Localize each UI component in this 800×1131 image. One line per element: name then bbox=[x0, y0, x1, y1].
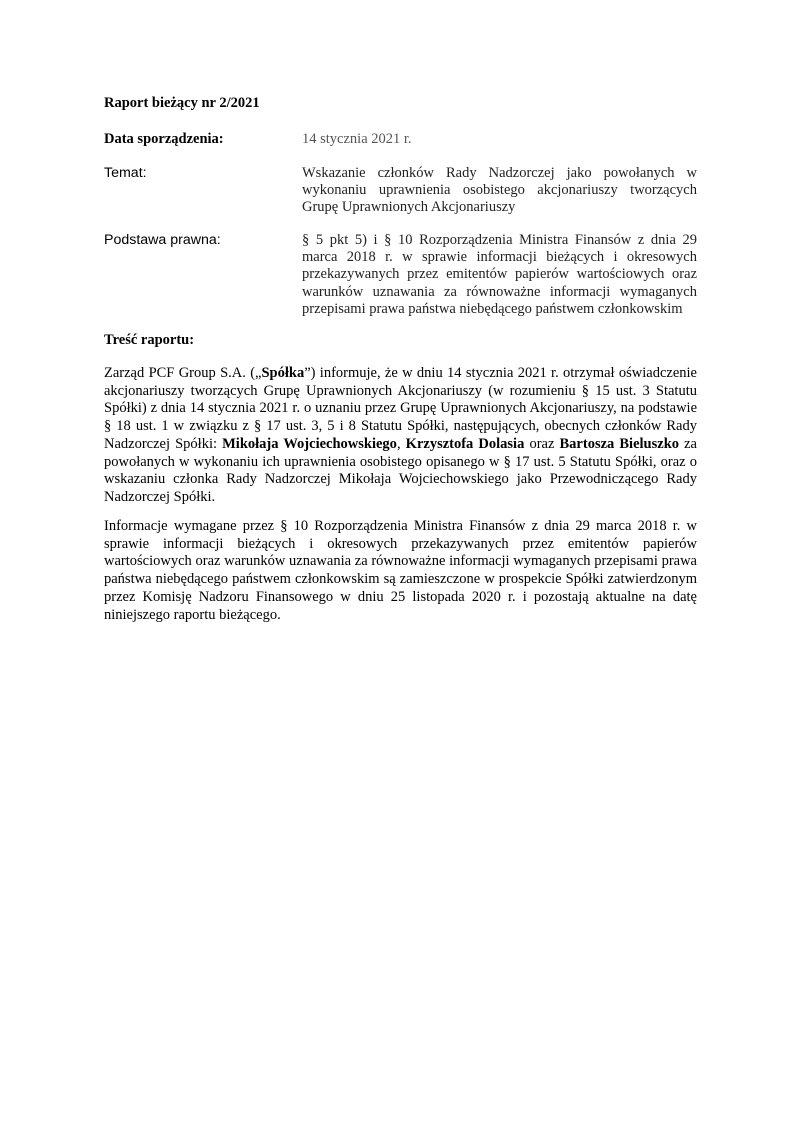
field-label: Temat: bbox=[104, 165, 147, 181]
bold-name: Krzysztofa Dolasia bbox=[405, 435, 525, 452]
bold-name: Bartosza Bieluszko bbox=[559, 435, 680, 452]
field-label: Podstawa prawna: bbox=[104, 232, 221, 248]
content-heading: Treść raportu: bbox=[104, 332, 195, 348]
paragraph-1 bbox=[104, 365, 697, 507]
bold-text: Spółka bbox=[261, 365, 305, 381]
text-span: oraz bbox=[524, 435, 560, 452]
bold-name: Mikołaja Wojciechowskiego bbox=[222, 435, 397, 452]
text-span: za powołanych w wykonaniu ich uprawnienia osobistego opisanego w § 17 ust. 5 Statutu Spółki, oraz o wskazaniu członka Rady Nadzorczej Mikołaja Wojciechowskiego jako Przewodniczącego Rady Nadzorczej Spółki. bbox=[104, 435, 697, 505]
text-span: ”) informuje, że w dniu 14 stycznia 2021 r. otrzymał oświadczenie akcjonariuszy tworzących Grupę Uprawnionych Akcjonariuszy (w rozumieniu § 15 ust. 3 Statutu Spółki) z dnia 14 stycznia 2021 r. o uznaniu przez Grupę Uprawnionych Akcjonariuszy, na podstawie § 18 ust. 1 w związku z § 17 ust. 3, 5 i 8 Statutu Spółki, następujących, obecnych członków Rady Nadzorczej Spółki: bbox=[104, 365, 697, 452]
field-value: 14 stycznia 2021 r. bbox=[302, 131, 412, 147]
field-value: § 5 pkt 5) i § 10 Rozporządzenia Ministra Finansów z dnia 29 marca 2018 r. w sprawie informacji bieżących i okresowych przekazywanych przez emitentów papierów wartościowych oraz warunków uznawania za równoważne informacji wymaganych przepisami prawa państwa niebędącego państwem członkowskim bbox=[302, 232, 697, 317]
paragraph-2: Informacje wymagane przez § 10 Rozporządzenia Ministra Finansów z dnia 29 marca 2018 r. w sprawie informacji bieżących i okresowych przekazywanych przez emitentów papierów wartościowych oraz warunków uznawania za równoważne informacji wymaganych przepisami prawa państwa niebędącego państwem członkowskim są zamieszczone w prospekcie Spółki zatwierdzonym przez Komisję Nadzoru Finansowego w dniu 25 listopada 2020 r. i pozostają aktualne na datę niniejszego raportu bieżącego. bbox=[104, 518, 697, 623]
text-span: Zarząd PCF Group S.A. („ bbox=[104, 365, 262, 381]
field-label: Data sporządzenia: bbox=[104, 131, 224, 147]
report-title: Raport bieżący nr 2/2021 bbox=[104, 95, 260, 111]
field-value: Wskazanie członków Rady Nadzorczej jako powołanych w wykonaniu uprawnienia osobistego akcjonariuszy tworzących Grupę Uprawnionych Akcjonariuszy bbox=[302, 165, 697, 216]
text-span: , bbox=[396, 435, 406, 452]
